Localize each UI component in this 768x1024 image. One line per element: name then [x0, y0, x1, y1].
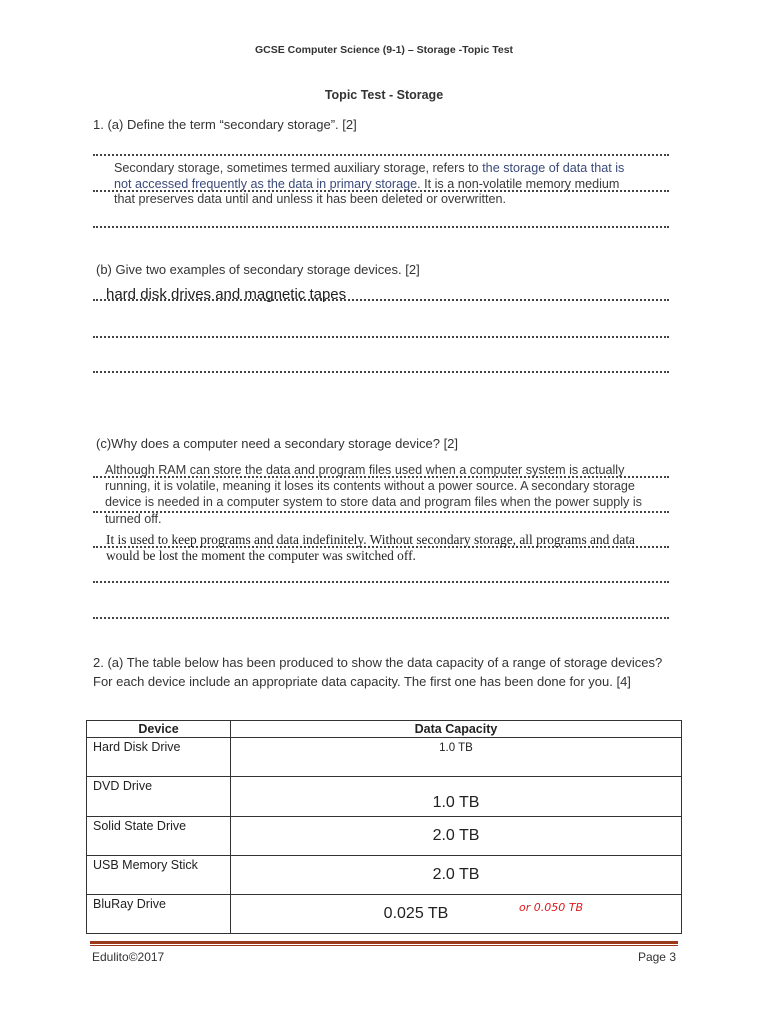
q1b-question: (b) Give two examples of secondary storage devices. [2] [96, 262, 420, 277]
q1c-question: (c)Why does a computer need a secondary storage device? [2] [96, 436, 459, 451]
table-row [87, 777, 682, 817]
table-row [87, 817, 682, 856]
table-row [87, 738, 682, 777]
capacity-cell: 2.0 TB [231, 817, 682, 856]
capacity-cell: 1.0 TB [231, 738, 682, 777]
answer-line [93, 336, 669, 338]
device-cell: USB Memory Stick [87, 856, 231, 895]
handwritten-correction: or 0.050 TB [519, 901, 584, 914]
q1a-answer-highlight: the storage of data that is not accessed frequently as the data in primary storage [114, 161, 625, 191]
capacity-cell: 1.0 TB [231, 777, 682, 817]
device-cell: DVD Drive [87, 777, 231, 817]
table-header-row [87, 721, 682, 738]
table-row [87, 856, 682, 895]
table-row [87, 895, 682, 934]
header-device: Device [87, 721, 231, 738]
answer-line [93, 299, 669, 301]
q1a-answer-part1: Secondary storage, sometimes termed auxiliary storage, refers to [114, 161, 483, 175]
footer-rule-thin [90, 945, 678, 946]
header-capacity: Data Capacity [231, 721, 682, 738]
page-title: Topic Test - Storage [324, 88, 444, 102]
q2a-question: 2. (a) The table below has been produced to show the data capacity of a range of storage devices? For each device include an appropriate data capacity. The first one has been done for you. [4] [93, 655, 663, 689]
answer-line [93, 581, 669, 583]
footer-page-number: Page 3 [637, 950, 676, 964]
q1a-answer-part2: . It is a non-volatile memory medium that preserves data until and unless it has been deleted or overwritten. [114, 176, 620, 206]
q1b-answer: hard disk drives and magnetic tapes [106, 286, 347, 303]
q1a-answer [114, 161, 634, 208]
footer-rule [90, 941, 678, 944]
answer-line [93, 154, 669, 156]
device-cell: Solid State Drive [87, 817, 231, 856]
footer-copyright: Edulito©2017 [92, 950, 165, 964]
q1c-answer-2: It is used to keep programs and data indefinitely. Without secondary storage, all programs and data would be lost the moment the computer was switched off. [106, 532, 635, 563]
q1a-question: 1. (a) Define the term “secondary storage”. [2] [93, 117, 357, 132]
capacity-value: 0.025 TB [383, 905, 449, 922]
answer-line [93, 617, 669, 619]
device-cell: BluRay Drive [87, 895, 231, 934]
capacity-table [86, 720, 682, 934]
page-header: GCSE Computer Science (9-1) – Storage -Topic Test [254, 44, 514, 56]
answer-line [93, 371, 669, 373]
capacity-cell: 2.0 TB [231, 856, 682, 895]
q1c-answer-1: Although RAM can store the data and program files used when a computer system is actually running, it is volatile, meaning it loses its contents without a power source. A secondary storage device is needed in a computer system to store data and program files when the power supply is turned off. [105, 463, 642, 526]
answer-line [93, 190, 669, 192]
capacity-cell [231, 895, 682, 934]
device-cell: Hard Disk Drive [87, 738, 231, 777]
answer-line [93, 226, 669, 228]
